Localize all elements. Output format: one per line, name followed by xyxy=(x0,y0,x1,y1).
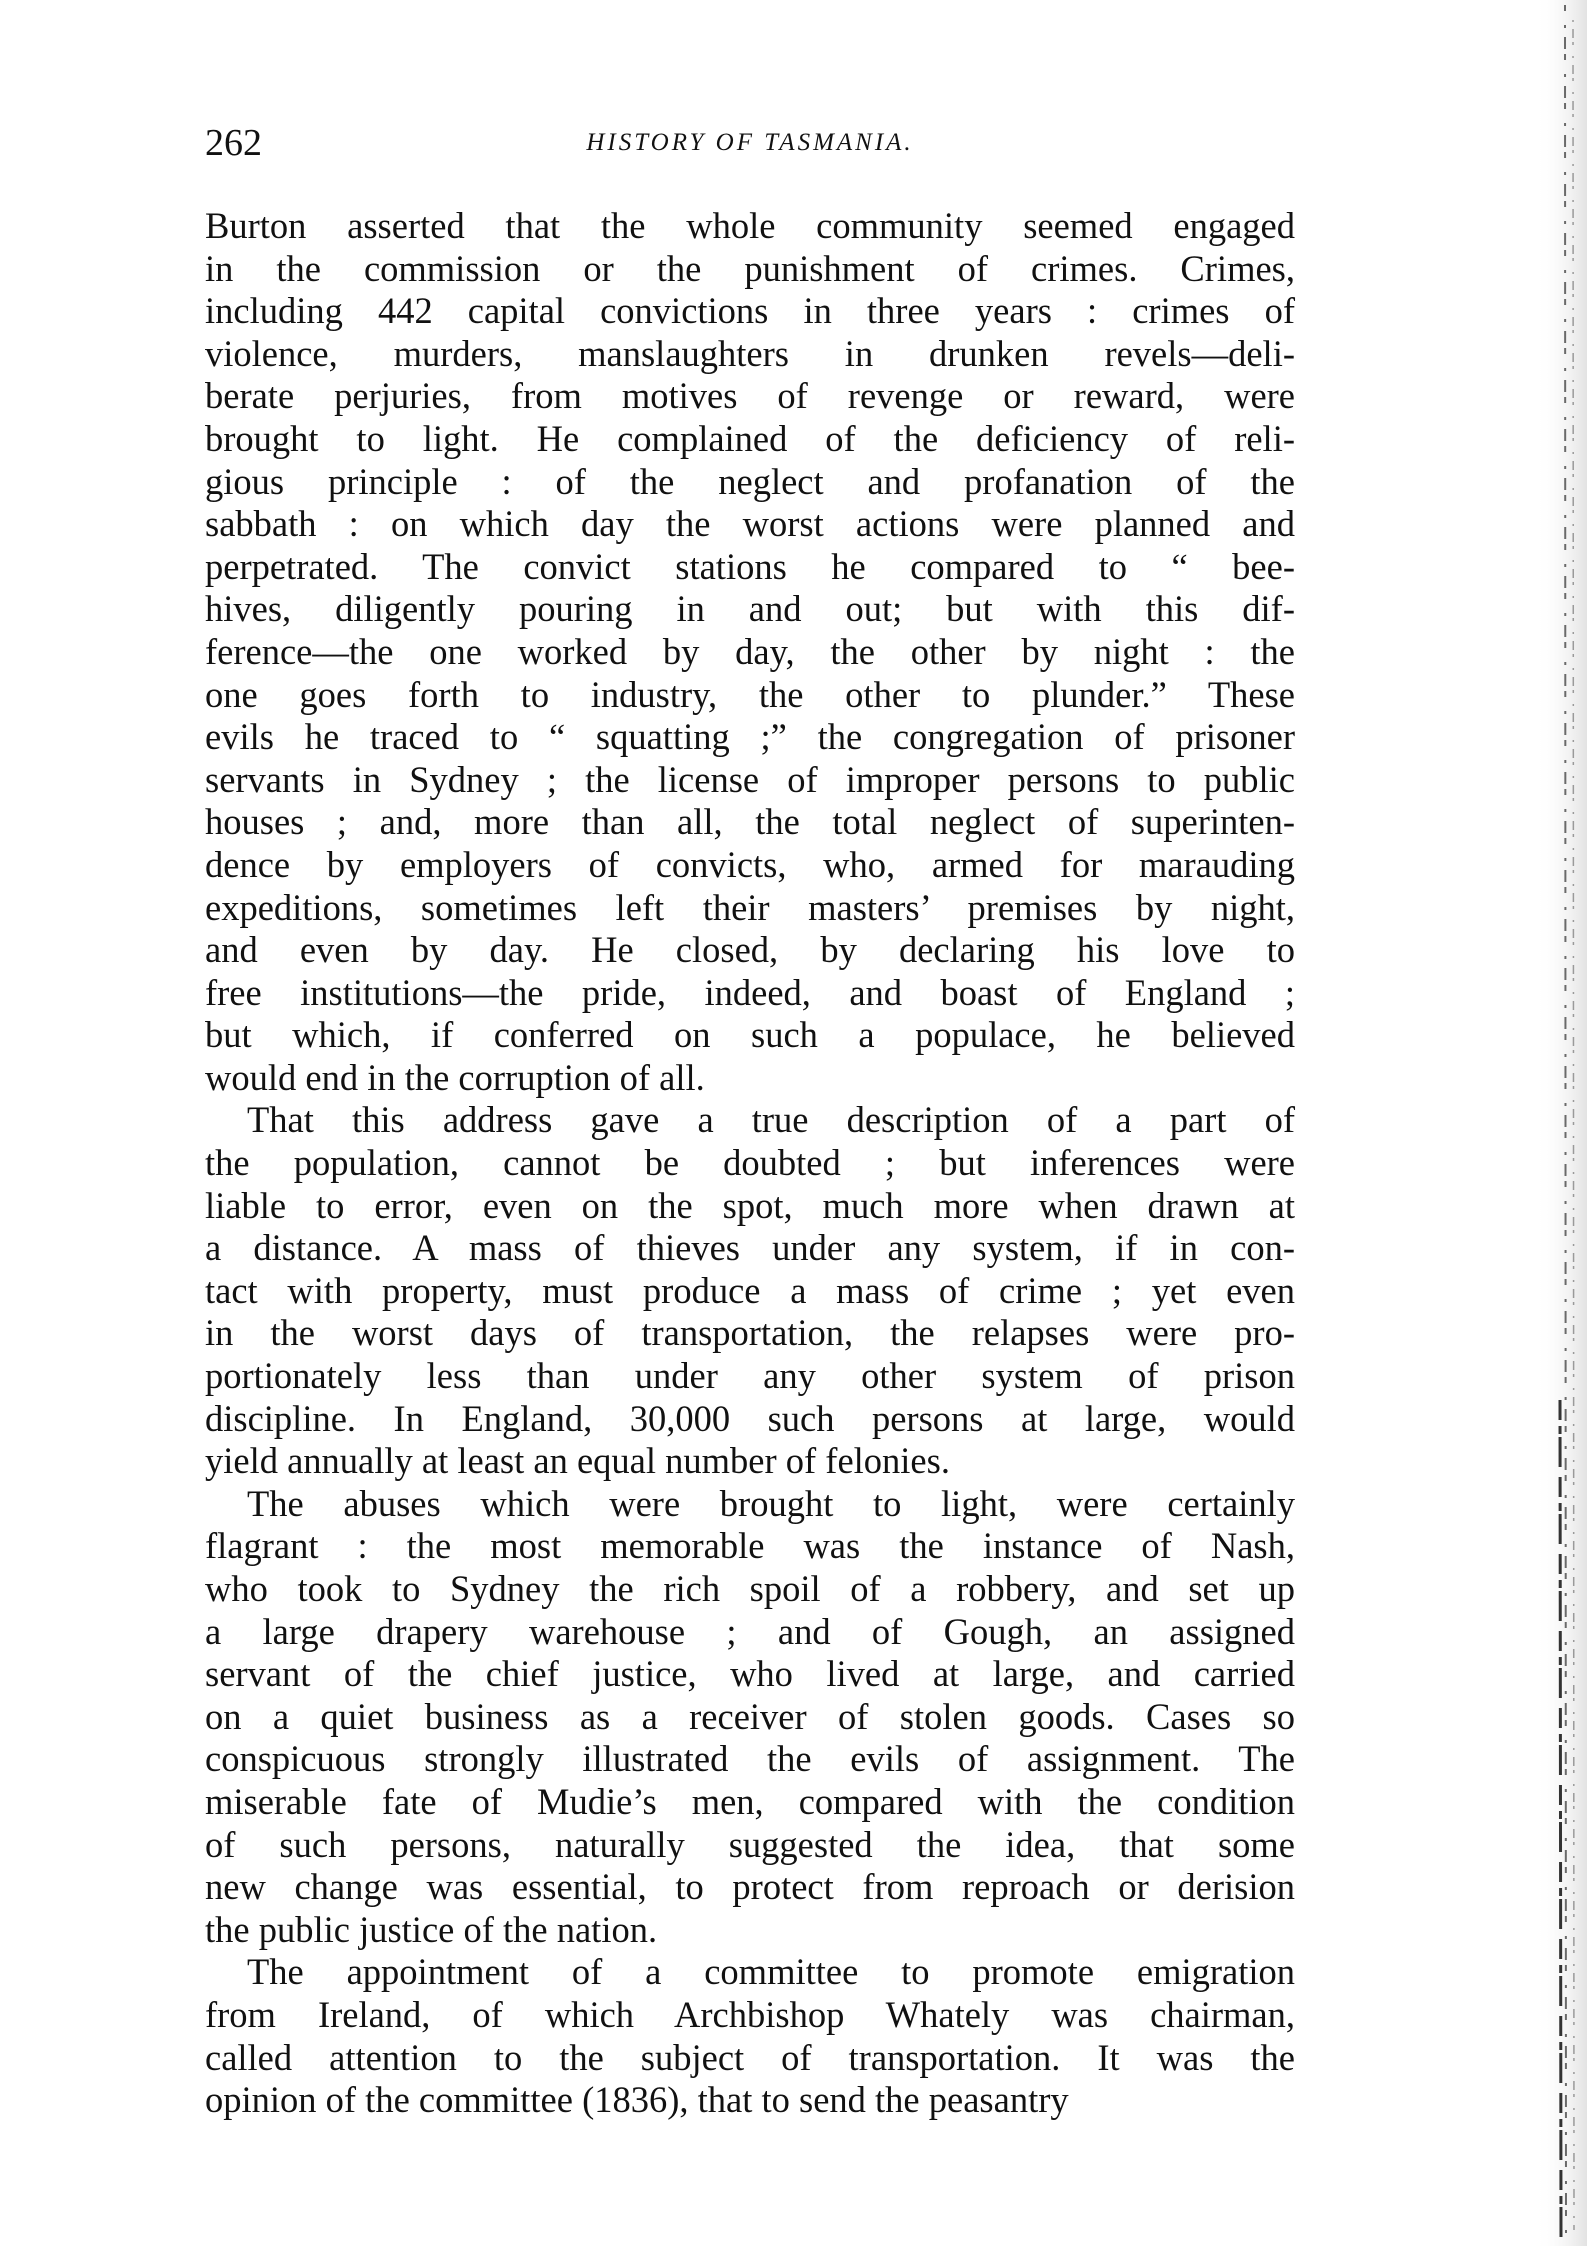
text-line: the population, cannot be doubted ; but inferences were xyxy=(205,1142,1295,1184)
text-line: gious principle : of the neglect and profanation of the xyxy=(205,460,1295,502)
paragraph xyxy=(205,1483,1295,1952)
text-line: servants in Sydney ; the license of improper persons to public xyxy=(205,758,1295,800)
text-line: ference—the one worked by day, the other by night : the xyxy=(205,630,1295,672)
text-line: evils he traced to “ squatting ;” the congregation of prisoner xyxy=(205,716,1295,758)
text-line: opinion of the committee (1836), that to send the peasantry xyxy=(205,2079,1069,2121)
text-line: yield annually at least an equal number of felonies. xyxy=(205,1440,950,1482)
text-line: in the commission or the punishment of crimes. Crimes, xyxy=(205,247,1295,289)
text-line: hives, diligently pouring in and out; but with this dif- xyxy=(205,588,1295,630)
text-line: new change was essential, to protect from reproach or derision xyxy=(205,1866,1295,1908)
text-line: portionately less than under any other system of prison xyxy=(205,1355,1295,1397)
text-line: berate perjuries, from motives of revenge or reward, were xyxy=(205,375,1295,417)
gutter-shadow-graphic xyxy=(1535,0,1587,2246)
text-line: in the worst days of transportation, the relapses were pro- xyxy=(205,1312,1295,1354)
text-line: of such persons, naturally suggested the idea, that some xyxy=(205,1823,1295,1865)
page-gutter-edge xyxy=(1535,0,1587,2246)
text-line: liable to error, even on the spot, much more when drawn at xyxy=(205,1184,1295,1226)
text-line: brought to light. He complained of the deficiency of reli- xyxy=(205,417,1295,459)
text-line: called attention to the subject of transportation. It was the xyxy=(205,2036,1295,2078)
body-text xyxy=(205,205,1295,2122)
text-line: servant of the chief justice, who lived at large, and carried xyxy=(205,1653,1295,1695)
text-line: free institutions—the pride, indeed, and boast of England ; xyxy=(205,971,1295,1013)
text-line: miserable fate of Mudie’s men, compared with the condition xyxy=(205,1780,1295,1822)
text-line: who took to Sydney the rich spoil of a robbery, and set up xyxy=(205,1568,1295,1609)
paragraph xyxy=(205,1099,1295,1482)
text-line: a large drapery warehouse ; and of Gough, an assigned xyxy=(205,1610,1295,1652)
text-line: on a quiet business as a receiver of stolen goods. Cases so xyxy=(205,1695,1295,1737)
text-line: expeditions, sometimes left their masters’ premises by night, xyxy=(205,886,1295,928)
text-line: conspicuous strongly illustrated the evils of assignment. The xyxy=(205,1738,1295,1780)
text-line: The appointment of a committee to promote emigration xyxy=(247,1951,1295,1993)
paragraph xyxy=(205,205,1295,1099)
text-line: sabbath : on which day the worst actions were planned and xyxy=(205,503,1295,545)
text-line: and even by day. He closed, by declaring his love to xyxy=(205,929,1295,971)
text-line: violence, murders, manslaughters in drunken revels—deli- xyxy=(205,332,1295,374)
text-line: That this address gave a true description of a part of xyxy=(247,1099,1295,1141)
page-header xyxy=(205,118,1295,168)
page-number: 262 xyxy=(205,122,262,164)
text-line: The abuses which were brought to light, were certainly xyxy=(247,1482,1295,1524)
text-line: Burton asserted that the whole community seemed engaged xyxy=(205,205,1295,246)
text-line: houses ; and, more than all, the total neglect of superinten- xyxy=(205,801,1295,843)
text-line: but which, if conferred on such a populace, he believed xyxy=(205,1014,1295,1056)
running-title: HISTORY OF TASMANIA. xyxy=(586,129,914,156)
text-line: would end in the corruption of all. xyxy=(205,1056,705,1098)
text-line: tact with property, must produce a mass of crime ; yet even xyxy=(205,1269,1295,1311)
text-line: flagrant : the most memorable was the instance of Nash, xyxy=(205,1525,1295,1567)
text-line: from Ireland, of which Archbishop Whately was chairman, xyxy=(205,1993,1295,2035)
text-line: one goes forth to industry, the other to plunder.” These xyxy=(205,673,1295,715)
text-line: perpetrated. The convict stations he compared to “ bee- xyxy=(205,545,1295,587)
text-line: the public justice of the nation. xyxy=(205,1908,658,1950)
text-line: discipline. In England, 30,000 such persons at large, would xyxy=(205,1397,1295,1439)
paragraph xyxy=(205,1951,1295,2121)
text-line: a distance. A mass of thieves under any system, if in con- xyxy=(205,1227,1295,1269)
text-line: dence by employers of convicts, who, armed for marauding xyxy=(205,843,1295,885)
text-line: including 442 capital convictions in three years : crimes of xyxy=(205,290,1295,332)
